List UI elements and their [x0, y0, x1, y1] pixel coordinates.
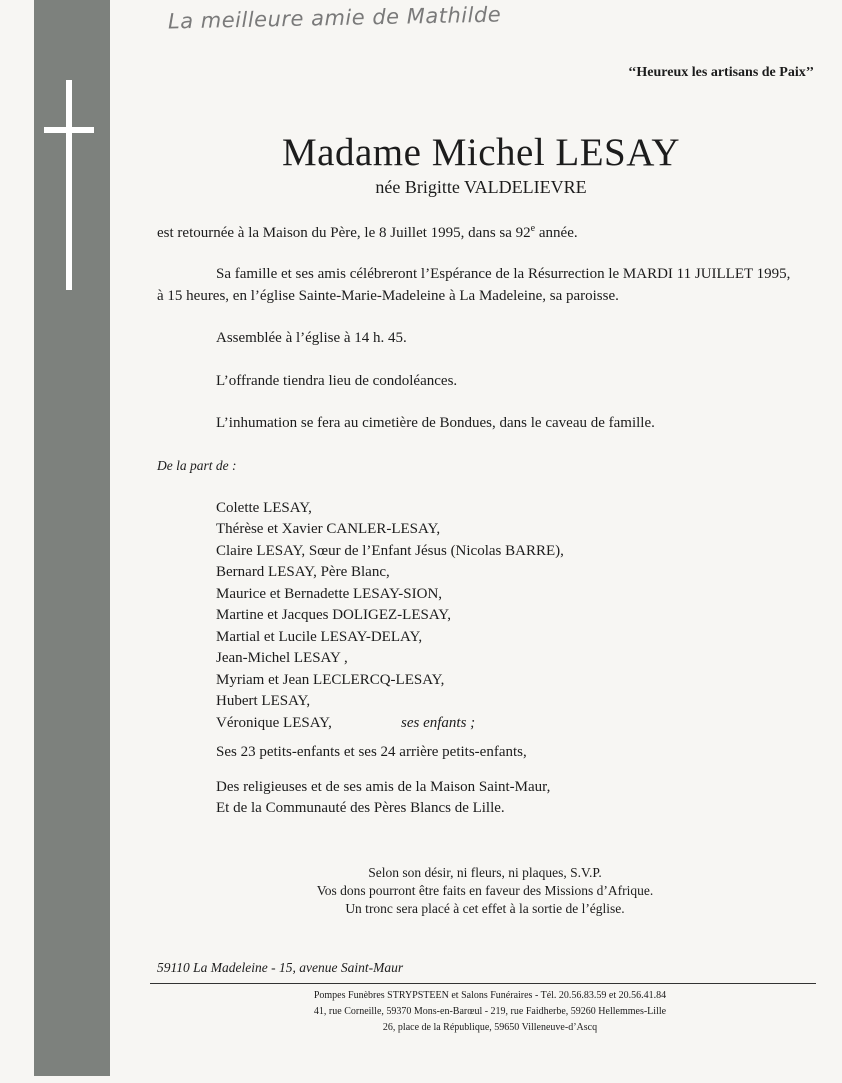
grandchildren: Ses 23 petits-enfants et ses 24 arrière petits-enfants, [216, 744, 527, 760]
wishes [300, 864, 670, 918]
list-item: Bernard LESAY, Père Blanc, [216, 564, 390, 580]
assembly-time: Assemblée à l’église à 14 h. 45. [216, 330, 407, 346]
wish-line: Vos dons pourront être faits en faveur des Missions d’Afrique. [316, 883, 654, 898]
funeral-home-info [280, 988, 700, 1036]
wish-line: Un tronc sera placé à cet effet à la sortie de l’église. [345, 901, 625, 916]
list-item: Myriam et Jean LECLERCQ-LESAY, [216, 672, 445, 688]
list-item: Véronique LESAY, [216, 715, 332, 731]
announcement [157, 223, 578, 242]
list-item: Claire LESAY, Sœur de l’Enfant Jésus (Nicolas BARRE), [216, 543, 564, 559]
motto: ‘‘Heureux les artisans de Paix’’ [628, 65, 814, 80]
children-label: ses enfants ; [401, 715, 476, 731]
others-line-1: Des religieuses et de ses amis de la Maison Saint-Maur, [216, 779, 551, 795]
divider [150, 983, 816, 984]
ceremony-line-2: à 15 heures, en l’église Sainte-Marie-Madeleine à La Madeleine, sa paroisse. [157, 288, 619, 304]
list-item: Colette LESAY, [216, 500, 312, 516]
announcement-text: est retournée à la Maison du Père, le 8 Juillet 1995, dans sa 92 [157, 225, 531, 241]
maiden-name: née Brigitte VALDELIEVRE [375, 177, 587, 197]
offering-note: L’offrande tiendra lieu de condoléances. [216, 373, 458, 389]
announcement-end: année. [535, 225, 578, 241]
burial-note: L’inhumation se fera au cimetière de Bondues, dans le caveau de famille. [216, 415, 655, 431]
others-line-2: Et de la Communauté des Pères Blancs de Lille. [216, 800, 505, 816]
footer-line: 26, place de la République, 59650 Villeneuve-d’Ascq [382, 1022, 598, 1033]
wish-line: Selon son désir, ni fleurs, ni plaques, S.V.P. [368, 865, 602, 880]
footer-line: 41, rue Corneille, 59370 Mons-en-Barœul - 219, rue Faidherbe, 59260 Hellemmes-Lille [313, 1006, 667, 1017]
ordinal-suffix: e [530, 223, 536, 234]
ceremony-line-1: Sa famille et ses amis célébreront l’Espérance de la Résurrection le MARDI 11 JUILLET 1995, [216, 266, 791, 282]
deceased-name: Madame Michel LESAY [282, 131, 680, 174]
list-item: Jean-Michel LESAY , [216, 650, 348, 666]
handwritten-note: La meilleure amie de Mathilde [167, 2, 502, 34]
list-item: Hubert LESAY, [216, 693, 311, 709]
list-item: Thérèse et Xavier CANLER-LESAY, [216, 521, 441, 537]
list-item: Martine et Jacques DOLIGEZ-LESAY, [216, 607, 451, 623]
from-label: De la part de : [157, 458, 237, 473]
list-item: Martial et Lucile LESAY-DELAY, [216, 629, 423, 645]
footer-line: Pompes Funèbres STRYPSTEEN et Salons Funéraires - Tél. 20.56.83.59 et 20.56.41.84 [313, 990, 667, 1001]
list-item: Maurice et Bernadette LESAY-SION, [216, 586, 443, 602]
family-address: 59110 La Madeleine - 15, avenue Saint-Maur [157, 960, 404, 975]
